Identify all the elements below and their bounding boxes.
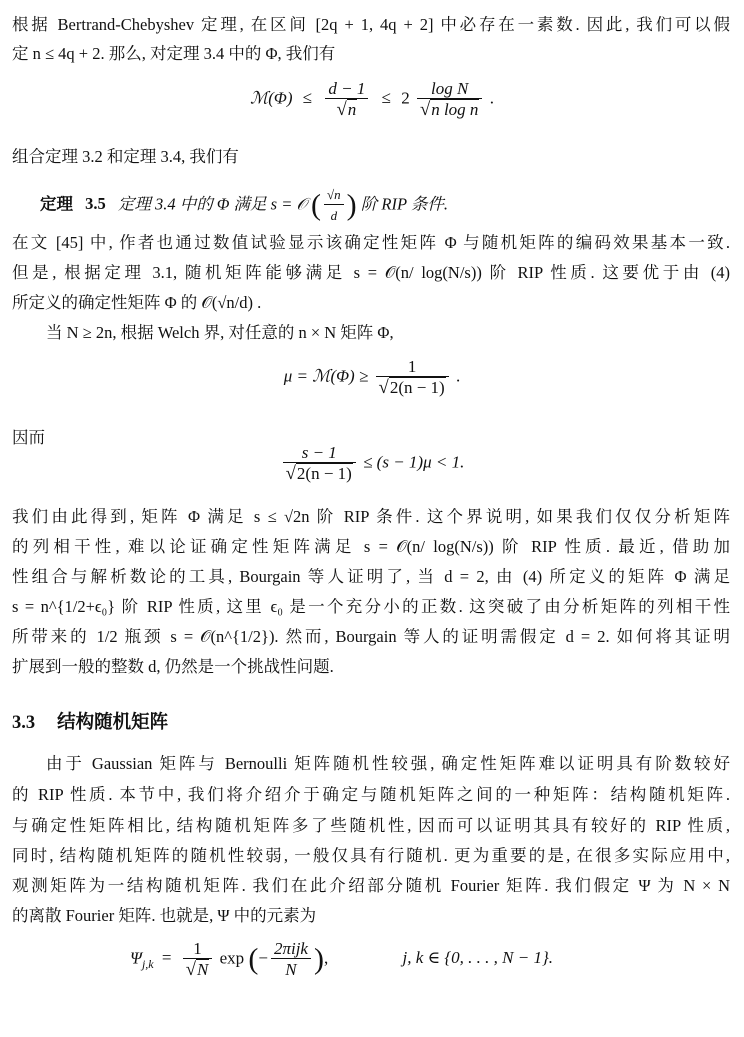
eq-lhs: μ = ℳ(Φ) ≥: [283, 366, 369, 386]
fraction: $\frac{d - 1}{√n}$: [325, 80, 368, 119]
section-heading: [12, 708, 168, 734]
theorem-number: 3.5: [85, 194, 106, 214]
denominator: 2(n − 1): [296, 464, 352, 483]
text-line: 同时, 结构随机矩阵的随机性较弱, 一般仅具有行随机. 更为重要的是, 在很多实际应用中,: [12, 846, 730, 865]
eq-tail: .: [455, 366, 461, 386]
text-line: 在文 [45] 中, 作者也通过数值试验显示该确定性矩阵 Φ 与随机矩阵的编码效果基本一致.: [12, 233, 730, 252]
text-line: 所定义的确定性矩阵 Φ 的 𝒪(√n/d) .: [12, 293, 262, 312]
fraction: $\frac{\text{log N}}{\text{√n log n}}$: [417, 80, 483, 119]
equation-welch-bound: [0, 358, 744, 397]
eq-comma: ,: [323, 948, 329, 968]
denominator: n log n: [431, 100, 479, 119]
eq-lhs: ℳ(Φ): [250, 88, 293, 108]
fraction: [324, 186, 344, 225]
section-title: 结构随机矩阵: [57, 712, 169, 733]
theorem-3-5: 定理 3.5 定理 3.4 中的 Φ 满足 s = 𝒪 ( $\frac{√n}{d}$ ) 阶 RIP 条件.: [40, 187, 449, 223]
text-line: 当 N ≥ 2n, 根据 Welch 界, 对任意的 n × N 矩阵 Φ,: [46, 323, 394, 342]
text-line: 观测矩阵为一结构随机矩阵. 我们在此介绍部分随机 Fourier 矩阵. 我们假定 Ψ 为 N × N: [12, 876, 730, 895]
denominator: N: [196, 960, 209, 979]
text-line: 组合定理 3.2 和定理 3.4, 我们有: [12, 147, 239, 166]
text-line: 由于 Gaussian 矩阵与 Bernoulli 矩阵随机性较强, 确定性矩阵难以证明具有阶数较好: [46, 754, 730, 773]
numerator: 1: [407, 357, 417, 376]
text-line: 的离散 Fourier 矩阵. 也就是, Ψ 中的元素为: [12, 906, 317, 925]
text-line: 的 RIP 性质. 本节中, 我们将介绍介于确定与随机矩阵之间的一种矩阵：结构随机矩阵.: [12, 785, 730, 804]
fraction: [271, 940, 311, 979]
eq-le: ≤: [302, 88, 313, 108]
theorem-body: 阶 RIP 条件.: [360, 194, 449, 214]
fraction: $\frac{s - 1}{√2(n - 1)}$: [283, 444, 356, 483]
eq-equals: =: [161, 948, 172, 968]
eq-subscript: j,k: [141, 956, 154, 971]
eq-condition: j, k ∈ {0, . . . , N − 1}.: [402, 948, 553, 968]
text-line: 所带来的 1/2 瓶颈 s = 𝒪(n^{1/2}). 然而, Bourgain 等人的证明需假定 d = 2. 如何将其证明: [12, 627, 730, 646]
section-number: 3.3: [12, 713, 36, 733]
coefficient: 2: [401, 88, 410, 108]
numerator: 1: [193, 939, 202, 958]
denominator: n: [347, 100, 357, 119]
exp-function: exp: [219, 948, 245, 968]
fraction: $\frac{1}{√2(n - 1)}$: [376, 358, 449, 397]
eq-lhs: Ψ: [130, 948, 142, 968]
text-line: 的列相干性, 难以论证确定性矩阵满足 s = 𝒪(n/ log(N/s)) 阶 RIP 性质. 最近, 借助加: [12, 537, 730, 556]
text-line: 根据 Bertrand-Chebyshev 定理, 在区间 [2q + 1, 4q + 2] 中必存在一素数. 因此, 我们可以假: [12, 15, 730, 34]
eq-tail: .: [489, 88, 494, 108]
text-line: 与确定性矩阵相比, 结构随机矩阵多了些随机性, 因而可以证明其具有较好的 RIP 性质,: [12, 816, 730, 835]
numerator: 2πijk: [273, 939, 308, 958]
numerator: log N: [431, 79, 469, 98]
text-line: 但是, 根据定理 3.1, 随机矩阵能够满足 s = 𝒪(n/ log(N/s)) 阶 RIP 性质. 这要优于由 (4): [12, 263, 730, 282]
text-line: 我们由此得到, 矩阵 Φ 满足 s ≤ √2n 阶 RIP 条件. 这个界说明, 如果我们仅仅分析矩阵: [12, 507, 730, 526]
eq-rhs: ≤ (s − 1)μ < 1.: [363, 452, 465, 472]
equation-fourier-matrix: $\Psi_{j,k}$ = $\frac{1}{√N}$ exp (− $\frac{\text{2πijk}}{N}$ ), j, k ∈ {0, . . . , N − 1}.: [130, 939, 553, 980]
equation-sparsity-bound: [0, 444, 744, 483]
equation-coherence-bound: [0, 80, 744, 119]
denominator: d: [324, 204, 344, 225]
text-line: 定 n ≤ 4q + 2. 那么, 对定理 3.4 中的 Φ, 我们有: [12, 44, 336, 63]
fraction: $\frac{1}{√N}$: [183, 940, 213, 979]
theorem-label: 定理: [40, 194, 73, 214]
eq-le: ≤: [381, 88, 391, 108]
denominator: N: [271, 958, 311, 979]
text-line: 扩展到一般的整数 d, 仍然是一个挑战性问题.: [12, 657, 334, 676]
text-line: s = n^{1/2+ϵ₀} 阶 RIP 性质, 这里 ϵ₀ 是一个充分小的正数. 这突破了由分析矩阵的列相干性: [12, 597, 730, 616]
denominator: 2(n − 1): [389, 378, 445, 397]
numerator: √n: [327, 187, 341, 202]
theorem-body: 定理 3.4 中的 Φ 满足 s = 𝒪: [117, 194, 307, 214]
text-line: 因而: [12, 428, 45, 447]
numerator: d − 1: [328, 79, 366, 98]
numerator: s − 1: [301, 443, 337, 462]
text-line: 性组合与解析数论的工具, Bourgain 等人证明了, 当 d = 2, 由 (4) 所定义的矩阵 Φ 满足: [12, 567, 730, 586]
